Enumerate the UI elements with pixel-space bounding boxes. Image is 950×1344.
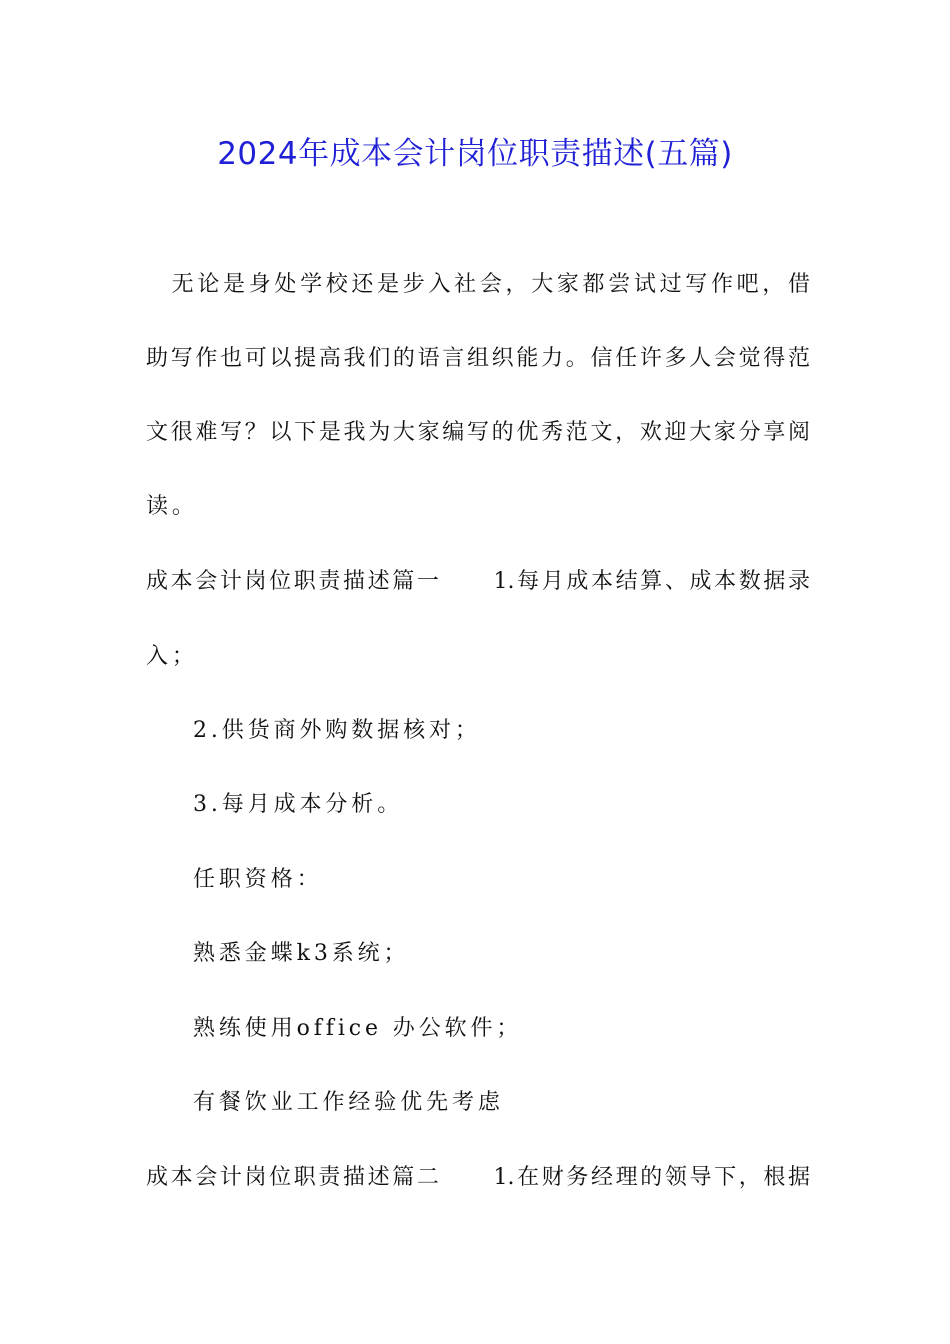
section-two-heading: 成本会计岗位职责描述篇二 bbox=[146, 1165, 442, 1190]
section-two-line bbox=[146, 1163, 810, 1193]
intro-line-2: 助写作也可以提高我们的语言组织能力。信任许多人会觉得范 bbox=[146, 346, 810, 371]
qualification-2: 熟练使用office 办公软件； bbox=[193, 1016, 523, 1041]
intro-line-1: 无论是身处学校还是步入社会，大家都尝试过写作吧，借 bbox=[146, 272, 810, 297]
qualification-1: 熟悉金蝶k3系统； bbox=[193, 941, 410, 966]
document-title: 2024年成本会计岗位职责描述(五篇) bbox=[217, 136, 733, 172]
intro-line-4: 读。 bbox=[146, 494, 198, 519]
section-one-line bbox=[146, 567, 810, 597]
qualifications-heading: 任职资格： bbox=[193, 867, 323, 892]
section-one-item-3: 3.每月成本分析。 bbox=[193, 792, 404, 817]
section-one-heading: 成本会计岗位职责描述篇一 bbox=[146, 569, 442, 594]
section-one-item-1-cont: 入； bbox=[146, 644, 198, 669]
section-two-item-1: 1.在财务经理的领导下，根据 bbox=[493, 1165, 810, 1190]
section-one-item-2: 2.供货商外购数据核对； bbox=[193, 718, 481, 743]
section-one-item-1: 1.每月成本结算、成本数据录 bbox=[493, 569, 810, 594]
qualification-3: 有餐饮业工作经验优先考虑 bbox=[193, 1090, 504, 1115]
intro-line-3: 文很难写？以下是我为大家编写的优秀范文，欢迎大家分享阅 bbox=[146, 420, 810, 445]
